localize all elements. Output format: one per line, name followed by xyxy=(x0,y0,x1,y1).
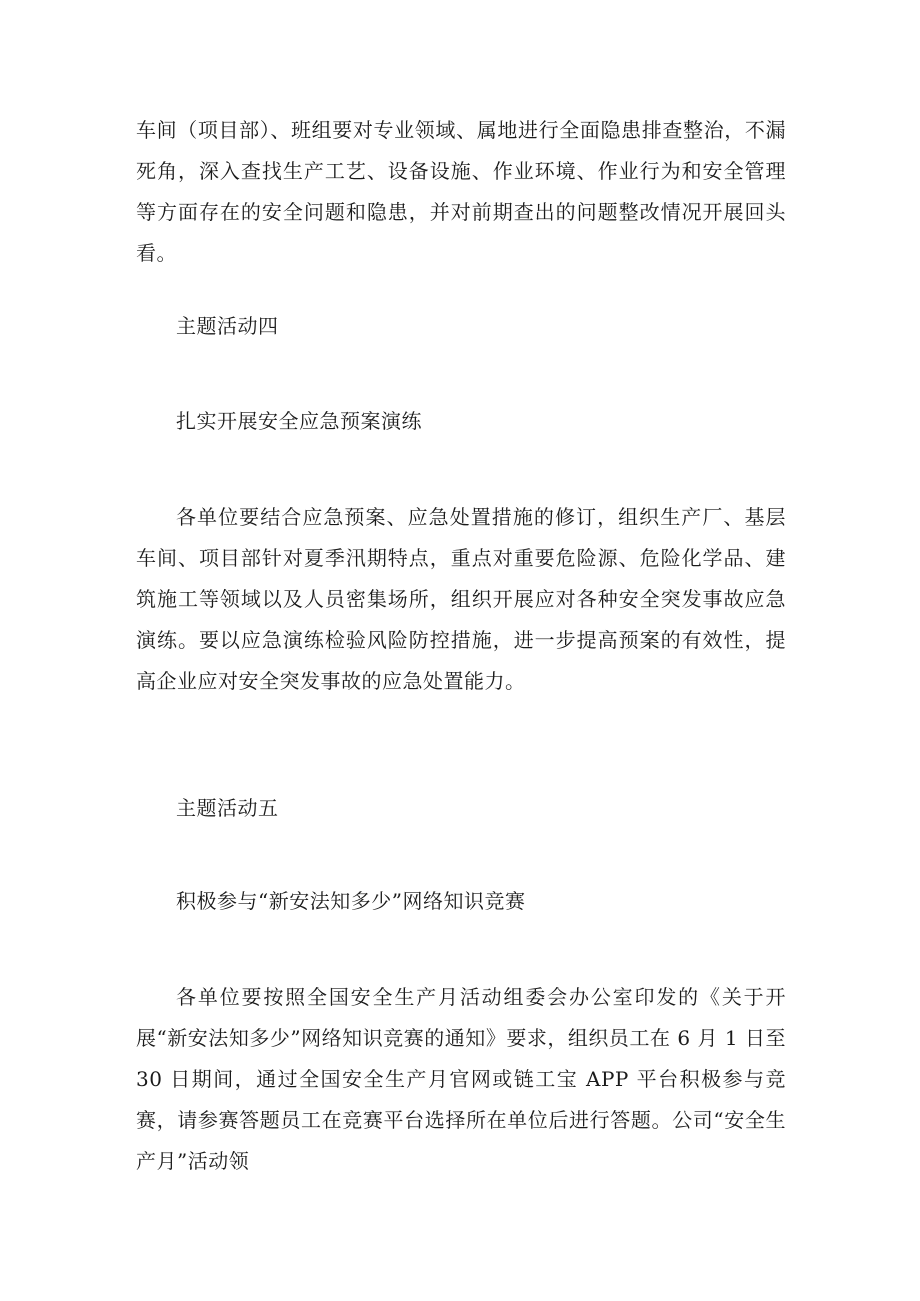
paragraph-knowledge-contest: 各单位要按照全国安全生产月活动组委会办公室印发的《关于开展“新安法知多少”网络知识竞赛的通知》要求，组织员工在 6 月 1 日至 30 日期间，通过全国安全生产月官网或链工宝 APP 平台积极参与竞赛，请参赛答题员工在竞赛平台选择所在单位后进行答题。公司“安全生产月”活动领 xyxy=(136,985,786,1173)
activity-four-label: 主题活动四 xyxy=(176,314,279,338)
paragraph-emergency-drill: 各单位要结合应急预案、应急处置措施的修订，组织生产厂、基层车间、项目部针对夏季汛期特点，重点对重要危险源、危险化学品、建筑施工等领域以及人员密集场所，组织开展应对各种安全突发事故应急演练。要以应急演练检验风险防控措施，进一步提高预案的有效性，提高企业应对安全突发事故的应急处置能力。 xyxy=(136,505,786,693)
activity-four-title: 扎实开展安全应急预案演练 xyxy=(176,409,422,433)
activity-five-label: 主题活动五 xyxy=(176,796,279,820)
paragraph-hazard-inspection: 车间（项目部）、班组要对专业领域、属地进行全面隐患排查整治，不漏死角，深入查找生产工艺、设备设施、作业环境、作业行为和安全管理等方面存在的安全问题和隐患，并对前期查出的问题整改情况开展回头看。 xyxy=(136,118,786,265)
activity-five-title: 积极参与“新安法知多少”网络知识竞赛 xyxy=(176,889,526,913)
